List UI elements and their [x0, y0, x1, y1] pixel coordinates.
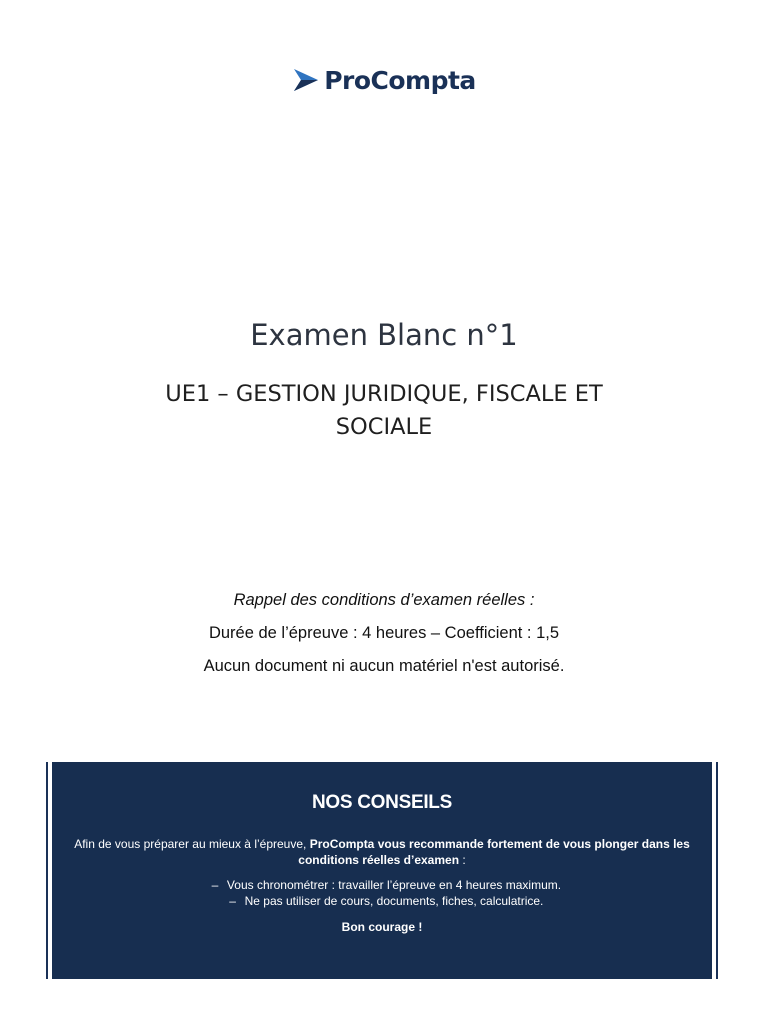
play-arrow-logo-icon	[292, 66, 320, 94]
exam-title: Examen Blanc n°1	[250, 318, 518, 352]
advice-intro	[66, 836, 698, 868]
advice-list-item	[52, 877, 712, 893]
exam-subtitle: UE1 – GESTION JURIDIQUE, FISCALE ET SOCIALE	[165, 381, 603, 440]
brand-name: ProCompta	[324, 65, 476, 95]
advice-list-item	[52, 893, 712, 909]
advice-closing: Bon courage !	[341, 920, 423, 934]
conditions-duration: Durée de l’épreuve : 4 heures – Coefficient : 1,5	[208, 624, 560, 642]
advice-list	[52, 877, 712, 909]
conditions-heading: Rappel des conditions d’examen réelles :	[233, 591, 535, 609]
brand-logo	[0, 62, 768, 98]
conditions-materials: Aucun document ni aucun matériel n'est autorisé.	[203, 657, 565, 675]
advice-intro-bold: ProCompta vous recommande fortement de vous plonger dans les conditions réelles d’examen	[298, 837, 690, 867]
advice-intro-plain: Afin de vous préparer au mieux à l’épreuve,	[74, 837, 310, 851]
advice-title: NOS CONSEILS	[312, 792, 452, 813]
advice-list-text: Ne pas utiliser de cours, documents, fiches, calculatrice.	[244, 894, 544, 908]
advice-list-text: Vous chronométrer : travailler l’épreuve en 4 heures maximum.	[226, 878, 562, 892]
advice-frame	[46, 762, 718, 979]
exam-conditions	[0, 588, 768, 687]
advice-intro-end: :	[459, 853, 466, 867]
brand-logo-group	[292, 66, 476, 95]
dash-bullet: –	[229, 894, 236, 908]
advice-panel	[52, 762, 712, 979]
dash-bullet: –	[211, 878, 219, 892]
